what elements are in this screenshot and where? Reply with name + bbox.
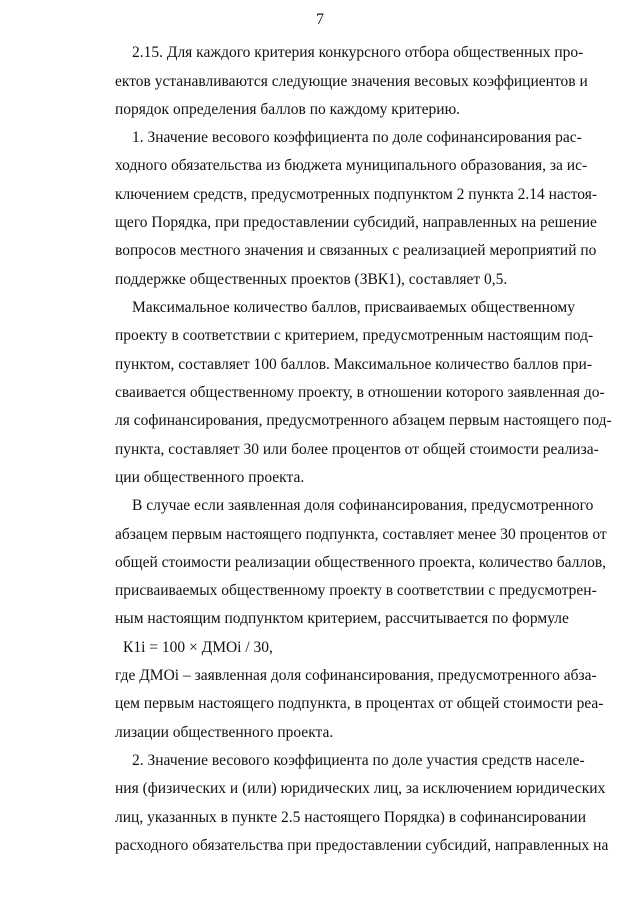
text-line: лиц, указанных в пункте 2.5 настоящего Порядка) в софинансировании <box>115 809 586 826</box>
text-line: ходного обязательства из бюджета муниципального образования, за ис- <box>115 157 588 174</box>
text-line: общей стоимости реализации общественного проекта, количество баллов, <box>115 554 607 571</box>
text-line: 2. Значение весового коэффициента по доле участия средств населе- <box>132 752 585 769</box>
text-line: Максимальное количество баллов, присваиваемых общественному <box>132 299 575 316</box>
text-line: абзацем первым настоящего подпункта, составляет менее 30 процентов от <box>115 526 607 543</box>
text-line: расходного обязательства при предоставлении субсидий, направленных на <box>115 837 609 854</box>
text-line: В случае если заявленная доля софинансирования, предусмотренного <box>132 497 594 514</box>
formula: К1i = 100 × ДМОi / 30, <box>123 639 273 656</box>
text-line: ния (физических и (или) юридических лиц, за исключением юридических <box>115 780 606 797</box>
page-number: 7 <box>316 11 324 28</box>
text-line: пункта, составляет 30 или более процентов от общей стоимости реализа- <box>115 441 599 458</box>
text-line: сваивается общественному проекту, в отношении которого заявленная до- <box>115 384 605 401</box>
text-line: 1. Значение весового коэффициента по доле софинансирования рас- <box>132 129 582 146</box>
text-line: где ДМОi – заявленная доля софинансирования, предусмотренного абза- <box>115 667 597 684</box>
text-line: ным настоящим подпунктом критерием, рассчитывается по формуле <box>115 610 569 627</box>
text-line: ля софинансирования, предусмотренного абзацем первым настоящего под- <box>115 412 612 429</box>
text-line: 2.15. Для каждого критерия конкурсного отбора общественных про- <box>132 44 584 61</box>
text-line: порядок определения баллов по каждому критерию. <box>115 101 461 118</box>
text-line: присваиваемых общественному проекту в соответствии с предусмотрен- <box>115 582 597 599</box>
text-line: поддержке общественных проектов (ЗВК1), составляет 0,5. <box>115 271 508 288</box>
text-line: ектов устанавливаются следующие значения весовых коэффициентов и <box>115 73 588 90</box>
text-line: цем первым настоящего подпункта, в процентах от общей стоимости реа- <box>115 695 604 712</box>
text-line: ции общественного проекта. <box>115 469 305 486</box>
text-line: проекту в соответствии с критерием, предусмотренным настоящим под- <box>115 327 594 344</box>
text-line: вопросов местного значения и связанных с реализацией мероприятий по <box>115 242 597 259</box>
text-line: ключением средств, предусмотренных подпунктом 2 пункта 2.14 настоя- <box>115 186 598 203</box>
text-line: пунктом, составляет 100 баллов. Максимальное количество баллов при- <box>115 356 592 373</box>
text-line: щего Порядка, при предоставлении субсидий, направленных на решение <box>115 214 597 231</box>
text-line: лизации общественного проекта. <box>115 724 334 741</box>
